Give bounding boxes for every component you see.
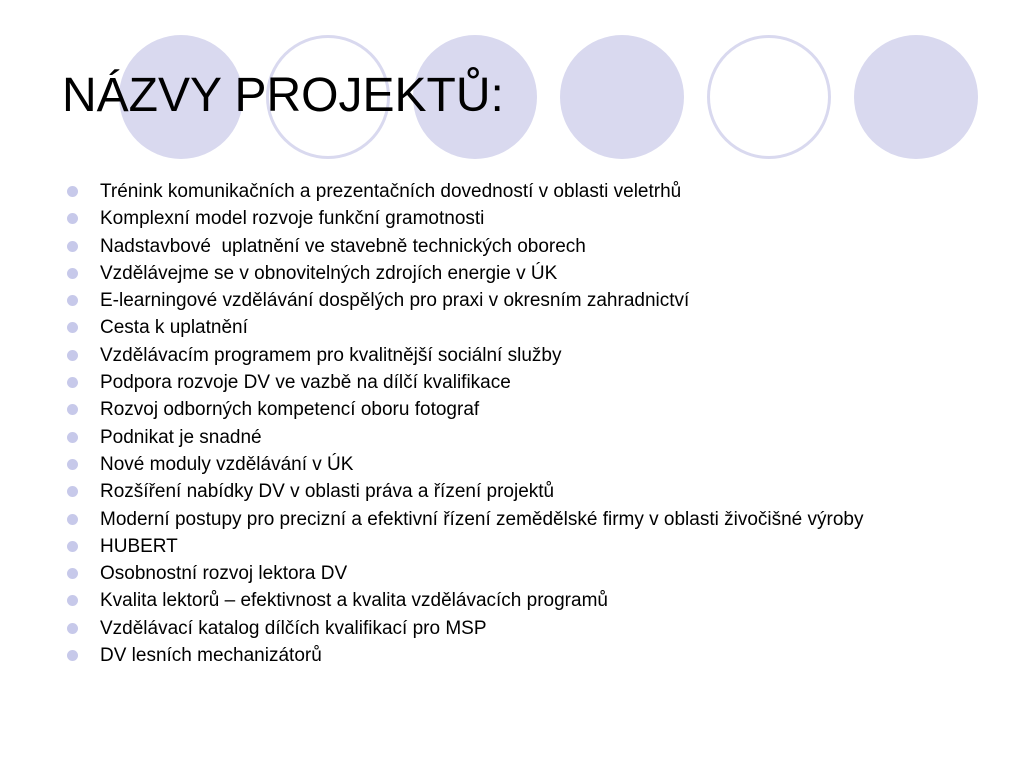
list-item xyxy=(100,345,980,366)
list-item xyxy=(100,317,980,338)
decor-circle-4 xyxy=(560,35,684,159)
list-item xyxy=(100,263,980,284)
bullet-icon xyxy=(67,432,78,443)
list-item-text: Cesta k uplatnění xyxy=(100,317,248,339)
list-item-text: Kvalita lektorů – efektivnost a kvalita vzdělávacích programů xyxy=(100,590,608,612)
slide-title: NÁZVY PROJEKTŮ: xyxy=(62,69,504,122)
bullet-icon xyxy=(67,241,78,252)
list-item-text: Vzdělávacím programem pro kvalitnější sociální služby xyxy=(100,344,562,366)
list-item-text: Rozšíření nabídky DV v oblasti práva a řízení projektů xyxy=(100,481,555,503)
list-item xyxy=(100,645,980,666)
list-item xyxy=(100,481,980,502)
list-item-text: Osobnostní rozvoj lektora DV xyxy=(100,563,348,585)
list-item-text: Podnikat je snadné xyxy=(100,426,262,448)
bullet-icon xyxy=(67,295,78,306)
list-item-text: Moderní postupy pro precizní a efektivní řízení zemědělské firmy v oblasti živočišné výroby xyxy=(100,508,864,530)
list-item-text: Komplexní model rozvoje funkční gramotnosti xyxy=(100,208,485,230)
list-item-text: Podpora rozvoje DV ve vazbě na dílčí kvalifikace xyxy=(100,372,511,394)
bullet-icon xyxy=(67,377,78,388)
list-item-text: Trénink komunikačních a prezentačních dovedností v oblasti veletrhů xyxy=(100,181,682,202)
list-item xyxy=(100,399,980,420)
bullet-icon xyxy=(67,541,78,552)
list-item xyxy=(100,208,980,229)
list-item-text: Nové moduly vzdělávání v ÚK xyxy=(100,453,354,475)
list-item-text: Vzdělávací katalog dílčích kvalifikací pro MSP xyxy=(100,617,487,639)
list-item-text: Nadstavbové uplatnění ve stavebně technických oborech xyxy=(100,235,586,257)
bullet-icon xyxy=(67,350,78,361)
bullet-icon xyxy=(67,568,78,579)
decor-circle-5 xyxy=(707,35,831,159)
bullet-icon xyxy=(67,186,78,197)
list-item xyxy=(100,454,980,475)
bullet-icon xyxy=(67,268,78,279)
list-item-text: E-learningové vzdělávání dospělých pro praxi v okresním zahradnictví xyxy=(100,290,690,312)
list-item xyxy=(100,590,980,611)
list-item xyxy=(100,509,980,530)
project-list xyxy=(100,181,980,672)
list-item xyxy=(100,236,980,257)
list-item xyxy=(100,618,980,639)
list-item-text: HUBERT xyxy=(100,535,178,557)
list-item xyxy=(100,181,980,202)
list-item xyxy=(100,290,980,311)
bullet-icon xyxy=(67,404,78,415)
list-item xyxy=(100,372,980,393)
bullet-icon xyxy=(67,595,78,606)
list-item xyxy=(100,563,980,584)
bullet-icon xyxy=(67,514,78,525)
bullet-icon xyxy=(67,213,78,224)
list-item xyxy=(100,536,980,557)
list-item-text: Vzdělávejme se v obnovitelných zdrojích energie v ÚK xyxy=(100,262,558,284)
bullet-icon xyxy=(67,486,78,497)
bullet-icon xyxy=(67,459,78,470)
bullet-icon xyxy=(67,623,78,634)
list-item-text: DV lesních mechanizátorů xyxy=(100,645,322,667)
list-item-text: Rozvoj odborných kompetencí oboru fotograf xyxy=(100,399,480,421)
list-item xyxy=(100,427,980,448)
bullet-icon xyxy=(67,322,78,333)
bullet-icon xyxy=(67,650,78,661)
decor-circle-6 xyxy=(854,35,978,159)
